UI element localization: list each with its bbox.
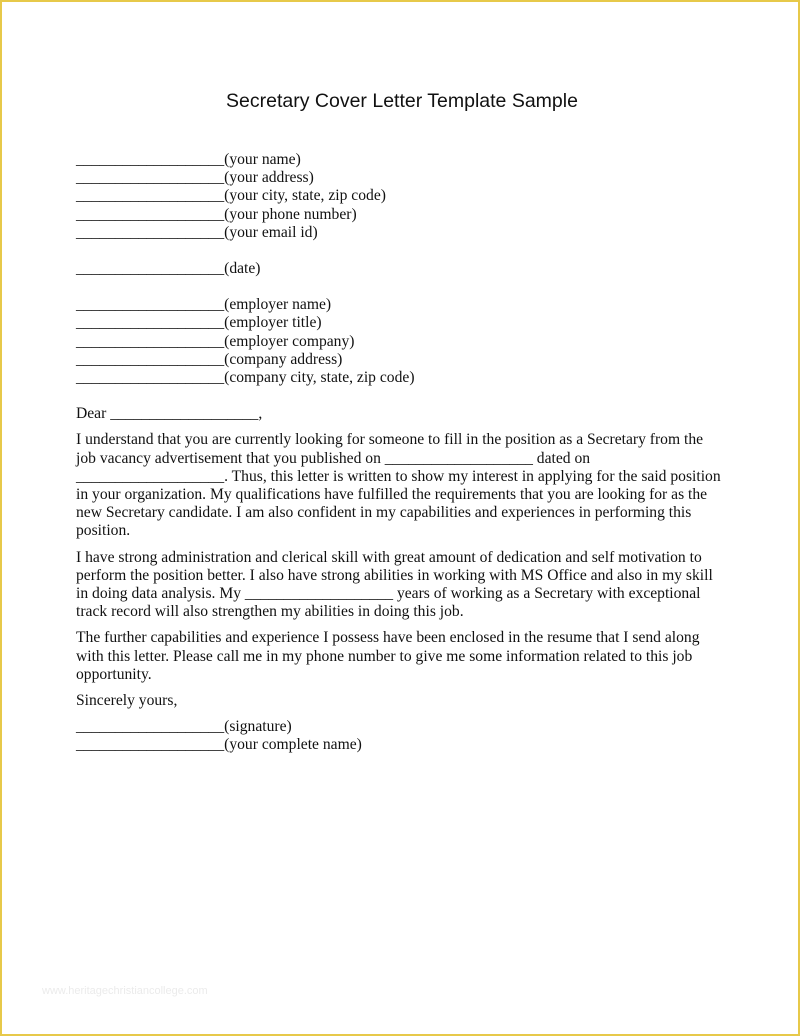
paragraph-line: ___________________. Thus, this letter is written to show my interest in applying for the said position (76, 467, 721, 485)
closing (76, 692, 736, 710)
sender-name-line: ___________________(your name) (76, 151, 301, 168)
salutation (76, 405, 736, 423)
salutation-line: Dear ___________________, (76, 405, 263, 423)
paragraph-line: with this letter. Please call me in my phone number to give me some information related to this job (76, 647, 693, 665)
letter-body (76, 151, 736, 755)
employer-name-line: ___________________(employer name) (76, 296, 332, 314)
paragraph-line: new Secretary candidate. I am also confident in my capabilities and experiences in performing this (76, 504, 692, 522)
watermark: www.heritagechristiancollege.com (42, 985, 208, 997)
paragraph-line: in doing data analysis. My ___________________ years of working as a Secretary with exceptional (76, 585, 701, 603)
employer-company-line: ___________________(employer company) (76, 332, 355, 350)
sender-block (76, 151, 736, 242)
paragraph-line: track record will also strengthen my abilities in doing this job. (76, 603, 464, 621)
sender-address-line: ___________________(your address) (76, 169, 314, 187)
employer-title-line: ___________________(employer title) (76, 314, 322, 332)
paragraph-line: perform the position better. I also have strong abilities in working with MS Office and also in my skill (76, 566, 713, 584)
paragraph-line: I have strong administration and clerical skill with great amount of dedication and self motivation to (76, 548, 702, 566)
company-city-line: ___________________(company city, state, zip code) (76, 369, 415, 387)
document-title: Secretary Cover Letter Template Sample (226, 90, 578, 112)
complete-name-line: ___________________(your complete name) (76, 736, 362, 754)
paragraph-2 (76, 549, 736, 622)
paragraph-line: in your organization. My qualifications have fulfilled the requirements that you are looking for as the (76, 486, 708, 504)
employer-block (76, 296, 736, 387)
closing-line: Sincerely yours, (76, 692, 178, 710)
paragraph-line: opportunity. (76, 665, 152, 683)
sender-city-line: ___________________(your city, state, zip code) (76, 187, 386, 205)
sender-phone-line: ___________________(your phone number) (76, 205, 357, 223)
paragraph-line: The further capabilities and experience I possess have been enclosed in the resume that I send along (76, 629, 700, 647)
paragraph-line: position. (76, 522, 131, 540)
paragraph-1 (76, 431, 736, 540)
paragraph-3 (76, 629, 736, 684)
signature-line: ___________________(signature) (76, 718, 292, 736)
date-block (76, 260, 736, 278)
sender-email-line: ___________________(your email id) (76, 223, 318, 241)
company-address-line: ___________________(company address) (76, 350, 343, 368)
paragraph-line: job vacancy advertisement that you published on ___________________ dated on (76, 449, 591, 467)
signature-block (76, 718, 736, 754)
paragraph-line: I understand that you are currently looking for someone to fill in the position as a Secretary from the (76, 431, 704, 449)
date-line: ___________________(date) (76, 260, 261, 278)
